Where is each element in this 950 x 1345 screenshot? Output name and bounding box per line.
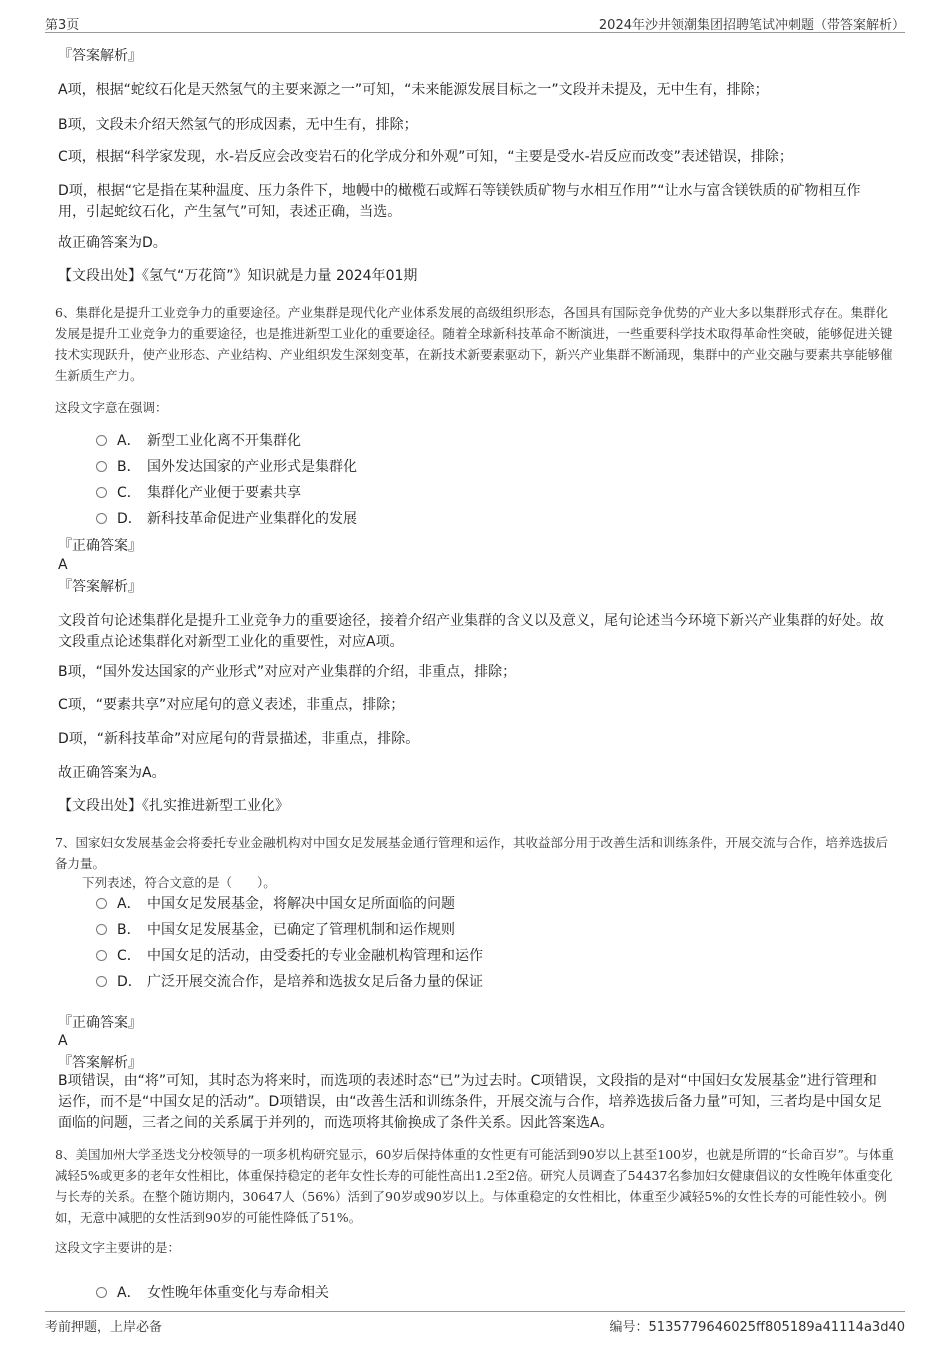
q6-analysis-c: C项，“要素共享”对应尾句的意义表述，非重点，排除；	[58, 697, 405, 713]
footer-slogan: 考前押题，上岸必备	[45, 1320, 163, 1335]
radio-button[interactable]	[96, 976, 107, 987]
q8-stem: 8、美国加州大学圣迭戈分校领导的一项多机构研究显示，60岁后保持体重的女性更有可能活到90岁以上甚至100岁，也就是所谓的“长命百岁”。与体重减轻5%或更多的老年女性相比，体重保持稳定的老年女性长寿的可能性高出1.2至2倍。研究人员调查了54437名参加妇女健康倡议的女性晚年体重变化与长寿的关系。在整个随访期内，30647人（56%）活到了90岁或90岁以上。与体重稳定的女性相比，体重至少减轻5%的女性长寿的可能性较小。例如，无意中减肥的女性活到90岁的可能性降低了51%。	[55, 1147, 894, 1225]
q6-source: 【文段出处】《扎实推进新型工业化》	[58, 798, 289, 814]
q6-correct-label: 『正确答案』	[58, 538, 142, 554]
page-footer	[45, 1311, 905, 1335]
q6-analysis-label: 『答案解析』	[58, 579, 142, 595]
q7-option-b[interactable]: B． 中国女足发展基金，已确定了管理机制和运作规则	[96, 919, 856, 941]
q7-analysis: B项错误，由“将”可知，其时态为将来时，而选项的表述时态“已”为过去时。C项错误，文段指的是对“中国妇女发展基金”进行管理和运作，而不是“中国女足的活动”。D项错误，由“改善生活和训练条件，开展交流与合作，培养选拔后备力量”可知，三者均是中国女足面临的问题，三者之间的关系属于并列的，而选项将其偷换成了条件关系。因此答案选A。	[58, 1073, 882, 1131]
q6-analysis-b: B项，“国外发达国家的产业形式”对应对产业集群的介绍，非重点，排除；	[58, 664, 517, 680]
q5-source: 【文段出处】《氢气“万花筒”》知识就是力量 2024年01期	[58, 268, 418, 284]
q6-option-c[interactable]: C． 集群化产业便于要素共享	[96, 482, 856, 504]
page-number: 第3页	[45, 18, 80, 33]
q6-analysis-d: D项，“新科技革命”对应尾句的背景描述，非重点，排除。	[58, 731, 420, 747]
q6-correct-answer: A	[58, 557, 68, 573]
radio-button[interactable]	[96, 924, 107, 935]
page-header	[45, 12, 905, 33]
q5-analysis-d: D项，根据“它是指在某种温度、压力条件下，地幔中的橄榄石或辉石等镁铁质矿物与水相互作用”“让水与富含镁铁质的矿物相互作用，引起蛇纹石化，产生氢气”可知，表述正确，当选。	[58, 183, 861, 220]
radio-button[interactable]	[96, 461, 107, 472]
q5-conclusion: 故正确答案为D。	[58, 235, 167, 251]
q7-question: 下列表述，符合文意的是（ ）。	[82, 875, 276, 890]
radio-button[interactable]	[96, 1287, 107, 1298]
q7-stem: 7、国家妇女发展基金会将委托专业金融机构对中国女足发展基金通行管理和运作，其收益部分用于改善生活和训练条件，开展交流与合作，培养选拔后备力量。	[55, 835, 888, 871]
radio-button[interactable]	[96, 513, 107, 524]
q5-analysis-a: A项，根据“蛇纹石化是天然氢气的主要来源之一”可知，“未来能源发展目标之一”文段并未提及，无中生有，排除；	[58, 82, 769, 98]
q7-correct-answer: A	[58, 1033, 68, 1049]
q8-option-a[interactable]: A． 女性晚年体重变化与寿命相关	[96, 1282, 856, 1304]
q5-analysis-label: 『答案解析』	[58, 48, 142, 64]
q6-option-d[interactable]: D． 新科技革命促进产业集群化的发展	[96, 508, 856, 530]
radio-button[interactable]	[96, 487, 107, 498]
q7-analysis-label: 『答案解析』	[58, 1055, 142, 1071]
radio-button[interactable]	[96, 435, 107, 446]
q7-option-c[interactable]: C． 中国女足的活动，由受委托的专业金融机构管理和运作	[96, 945, 856, 967]
q6-analysis-a: 文段首句论述集群化是提升工业竞争力的重要途径，接着介绍产业集群的含义以及意义，尾句论述当今环境下新兴产业集群的好处。故文段重点论述集群化对新型工业化的重要性，对应A项。	[58, 613, 884, 650]
q7-correct-label: 『正确答案』	[58, 1015, 142, 1031]
q5-analysis-b: B项，文段未介绍天然氢气的形成因素，无中生有，排除；	[58, 117, 418, 133]
q6-option-a[interactable]: A． 新型工业化离不开集群化	[96, 430, 856, 452]
radio-button[interactable]	[96, 950, 107, 961]
q7-option-d[interactable]: D． 广泛开展交流合作，是培养和选拔女足后备力量的保证	[96, 971, 856, 993]
radio-button[interactable]	[96, 898, 107, 909]
document-title: 2024年沙井领潮集团招聘笔试冲刺题（带答案解析）	[598, 18, 905, 33]
q6-conclusion: 故正确答案为A。	[58, 765, 166, 781]
q8-question: 这段文字主要讲的是：	[55, 1240, 181, 1255]
q6-stem: 6、集群化是提升工业竞争力的重要途径。产业集群是现代化产业体系发展的高级组织形态，各国具有国际竞争优势的产业大多以集群形式存在。集群化发展是提升工业竞争力的重要途径，也是推进新型工业化的重要途径。随着全球新科技革命不断演进，一些重要科学技术取得革命性突破，能够促进关键技术实现跃升，使产业形态、产业结构、产业组织发生深刻变革，在新技术新要素驱动下，新兴产业集群不断涌现，集群中的产业交融与要素共享能够催生新质生产力。	[55, 305, 893, 383]
document-code: 编号：5135779646025ff805189a41114a3d40	[609, 1320, 905, 1335]
q6-question: 这段文字意在强调：	[55, 400, 168, 415]
q5-analysis-c: C项，根据“科学家发现，水-岩反应会改变岩石的化学成分和外观”可知，“主要是受水-岩反应而改变”表述错误，排除；	[58, 149, 793, 165]
q6-option-b[interactable]: B． 国外发达国家的产业形式是集群化	[96, 456, 856, 478]
q7-option-a[interactable]: A． 中国女足发展基金，将解决中国女足所面临的问题	[96, 893, 856, 915]
